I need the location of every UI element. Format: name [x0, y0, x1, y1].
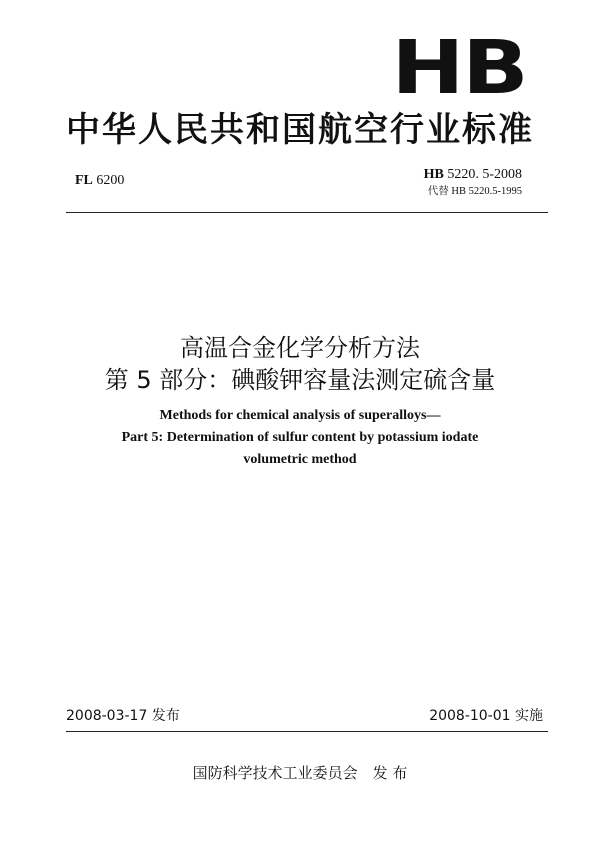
replaces-standard: 代替 HB 5220.5-1995	[427, 186, 522, 197]
standard-number-prefix: HB	[423, 167, 444, 182]
standard-category-title: 中华人民共和国航空行业标准	[66, 110, 534, 150]
classification-number: 6200	[96, 173, 125, 188]
english-title-line-3: volumetric method	[243, 452, 357, 467]
classification-code	[75, 173, 124, 189]
classification-prefix: FL	[75, 173, 93, 188]
standard-number	[424, 167, 522, 183]
issue-date: 2008-03-17 发布	[66, 708, 180, 724]
effective-date: 2008-10-01 实施	[429, 708, 543, 724]
top-divider	[66, 212, 548, 213]
hb-logo: HB	[391, 25, 526, 111]
chinese-title-line-2: 第 5 部分：碘酸钾容量法测定硫含量	[104, 366, 496, 394]
english-title-line-1: Methods for chemical analysis of superalloys—	[159, 408, 441, 423]
chinese-title-line-1: 高温合金化学分析方法	[180, 334, 420, 362]
standard-number-value: 5220. 5-2008	[447, 167, 522, 182]
english-title-line-2: Part 5: Determination of sulfur content by potassium iodate	[121, 430, 479, 445]
issuing-authority: 国防科学技术工业委员会 发 布	[192, 764, 408, 782]
bottom-divider	[66, 731, 548, 732]
